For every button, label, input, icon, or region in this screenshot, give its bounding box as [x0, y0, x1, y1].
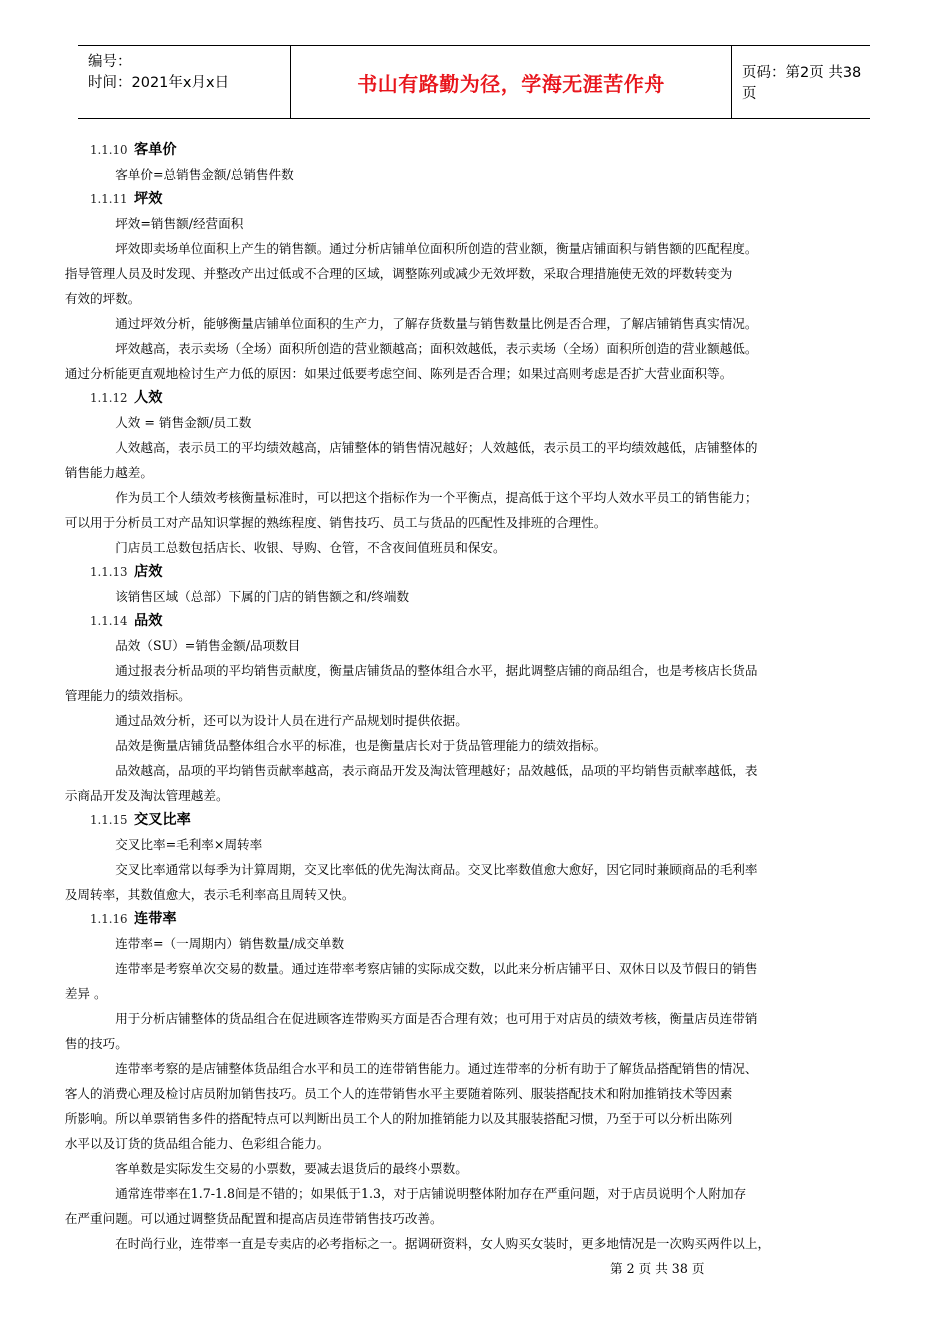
text-line: 示商品开发及淘汰管理越差。: [64, 788, 229, 803]
paragraph: [64, 1181, 860, 1231]
section-title: 客单价: [134, 142, 177, 158]
text-line: 售的技巧。: [64, 1036, 128, 1051]
paragraph: [90, 584, 860, 609]
paragraph: [64, 758, 860, 808]
paragraph: [64, 956, 860, 1006]
text-line: 交叉比率通常以每季为计算周期，交叉比率低的优先淘汰商品。交叉比率数值愈大愈好，因它同时兼顾商品的毛利率: [115, 862, 758, 877]
paragraph: [64, 485, 860, 535]
paragraph: [64, 236, 860, 311]
text-line: 在时尚行业，连带率一直是专卖店的必考指标之一。据调研资料，女人购买女装时，更多地情况是一次购买两件以上，: [115, 1236, 771, 1251]
text-line: 差异 。: [64, 986, 107, 1001]
header-meta: [88, 52, 278, 112]
paragraph: [90, 311, 860, 336]
paragraph: [64, 658, 860, 708]
text-line: 连带率是考察单次交易的数量。通过连带率考察店铺的实际成交数，以此来分析店铺平日、双休日以及节假日的销售: [115, 961, 758, 976]
paragraph: [90, 535, 860, 560]
text-line: 品效是衡量店铺货品整体组合水平的标准，也是衡量店长对于货品管理能力的绩效指标。: [115, 738, 607, 753]
header-slogan: 书山有路勤为径，学海无涯苦作舟: [290, 46, 732, 118]
text-line: 该销售区域（总部）下属的门店的销售额之和/终端数: [115, 589, 410, 604]
paragraph: [64, 1056, 860, 1156]
text-line: 用于分析店铺整体的货品组合在促进顾客连带购买方面是否合理有效；也可用于对店员的绩效考核，衡量店员连带销: [115, 1011, 758, 1026]
text-line: 连带率=（一周期内）销售数量/成交单数: [115, 936, 345, 951]
text-line: 客单价=总销售金额/总销售件数: [115, 167, 294, 182]
paragraph: [90, 1156, 860, 1181]
section-number: 1.1.13: [90, 565, 128, 579]
paragraph: [90, 708, 860, 733]
text-line: 通常连带率在1.7-1.8间是不错的；如果低于1.3，对于店铺说明整体附加存在严重问题，对于店员说明个人附加存: [115, 1186, 747, 1201]
paragraph: [64, 1006, 860, 1056]
section-number: 1.1.11: [90, 192, 128, 206]
paragraph: [90, 410, 860, 435]
section-heading: [90, 808, 860, 832]
paragraph: [90, 162, 860, 187]
section-title: 品效: [134, 613, 163, 629]
section-title: 店效: [134, 564, 163, 580]
section-heading: [90, 386, 860, 410]
section-heading: [90, 560, 860, 584]
header-number: 编号：: [88, 54, 132, 70]
paragraph: [90, 832, 860, 857]
text-line: 可以用于分析员工对产品知识掌握的熟练程度、销售技巧、员工与货品的匹配性及排班的合理性。: [64, 515, 607, 530]
text-line: 品效（SU）=销售金额/品项数目: [115, 638, 301, 653]
section-number: 1.1.10: [90, 143, 128, 157]
text-line: 交叉比率=毛利率×周转率: [115, 837, 263, 852]
section-number: 1.1.15: [90, 813, 128, 827]
paragraph: [90, 633, 860, 658]
section-title: 人效: [134, 390, 163, 406]
document-body: [64, 138, 860, 1256]
section-number: 1.1.14: [90, 614, 128, 628]
paragraph: [90, 211, 860, 236]
section-heading: [90, 609, 860, 633]
text-line: 人效越高，表示员工的平均绩效越高，店铺整体的销售情况越好；人效越低，表示员工的平均绩效越低，店铺整体的: [115, 440, 758, 455]
page-footer: 第 2 页 共 38 页: [610, 1261, 705, 1276]
text-line: 连带率考察的是店铺整体货品组合水平和员工的连带销售能力。通过连带率的分析有助于了解货品搭配销售的情况、: [115, 1061, 758, 1076]
paragraph: [64, 435, 860, 485]
text-line: 人效 = 销售金额/员工数: [115, 415, 252, 430]
section-heading: [90, 907, 860, 931]
section-title: 坪效: [134, 191, 163, 207]
text-line: 通过坪效分析，能够衡量店铺单位面积的生产力，了解存货数量与销售数量比例是否合理，了解店铺销售真实情况。: [115, 316, 758, 331]
section-title: 交叉比率: [134, 812, 191, 828]
text-line: 通过分析能更直观地检讨生产力低的原因：如果过低要考虑空间、陈列是否合理；如果过高则考虑是否扩大营业面积等。: [64, 366, 733, 381]
text-line: 管理能力的绩效指标。: [64, 688, 191, 703]
text-line: 坪效=销售额/经营面积: [115, 216, 244, 231]
text-line: 及周转率，其数值愈大，表示毛利率高且周转又快。: [64, 887, 355, 902]
text-line: 有效的坪数。: [64, 291, 141, 306]
header-page-info: 页码：第2页 共38页: [742, 65, 862, 102]
text-line: 通过品效分析，还可以为设计人员在进行产品规划时提供依据。: [115, 713, 468, 728]
paragraph: [64, 336, 860, 386]
paragraph: [90, 1231, 860, 1256]
paragraph: [90, 931, 860, 956]
text-line: 坪效即卖场单位面积上产生的销售额。通过分析店铺单位面积所创造的营业额，衡量店铺面积与销售额的匹配程度。: [115, 241, 758, 256]
section-heading: [90, 138, 860, 162]
text-line: 门店员工总数包括店长、收银、导购、仓管，不含夜间值班员和保安。: [115, 540, 506, 555]
text-line: 指导管理人员及时发现、并整改产出过低或不合理的区域，调整陈列或减少无效坪数，采取合理措施使无效的坪数转变为: [64, 266, 733, 281]
text-line: 作为员工个人绩效考核衡量标准时，可以把这个指标作为一个平衡点，提高低于这个平均人效水平员工的销售能力；: [115, 490, 758, 505]
text-line: 所影响。所以单票销售多件的搭配特点可以判断出员工个人的附加推销能力以及其服装搭配习惯，乃至于可以分析出陈列: [64, 1111, 733, 1126]
section-number: 1.1.12: [90, 391, 128, 405]
paragraph: [64, 857, 860, 907]
text-line: 销售能力越差。: [64, 465, 153, 480]
text-line: 坪效越高，表示卖场（全场）面积所创造的营业额越高；面积效越低，表示卖场（全场）面积所创造的营业额越低。: [115, 341, 758, 356]
text-line: 品效越高，品项的平均销售贡献率越高，表示商品开发及淘汰管理越好；品效越低，品项的平均销售贡献率越低，表: [115, 763, 758, 778]
text-line: 客人的消费心理及检讨店员附加销售技巧。员工个人的连带销售水平主要随着陈列、服装搭配技术和附加推销技术等因素: [64, 1086, 733, 1101]
section-heading: [90, 187, 860, 211]
paragraph: [90, 733, 860, 758]
section-title: 连带率: [134, 911, 177, 927]
text-line: 水平以及订货的货品组合能力、色彩组合能力。: [64, 1136, 330, 1151]
header-time: 时间：2021年x月x日: [88, 75, 230, 91]
text-line: 在严重问题。可以通过调整货品配置和提高店员连带销售技巧改善。: [64, 1211, 443, 1226]
section-number: 1.1.16: [90, 912, 128, 926]
page-header: [78, 45, 870, 119]
text-line: 通过报表分析品项的平均销售贡献度，衡量店铺货品的整体组合水平，据此调整店铺的商品组合，也是考核店长货品: [115, 663, 758, 678]
text-line: 客单数是实际发生交易的小票数，要减去退货后的最终小票数。: [115, 1161, 468, 1176]
